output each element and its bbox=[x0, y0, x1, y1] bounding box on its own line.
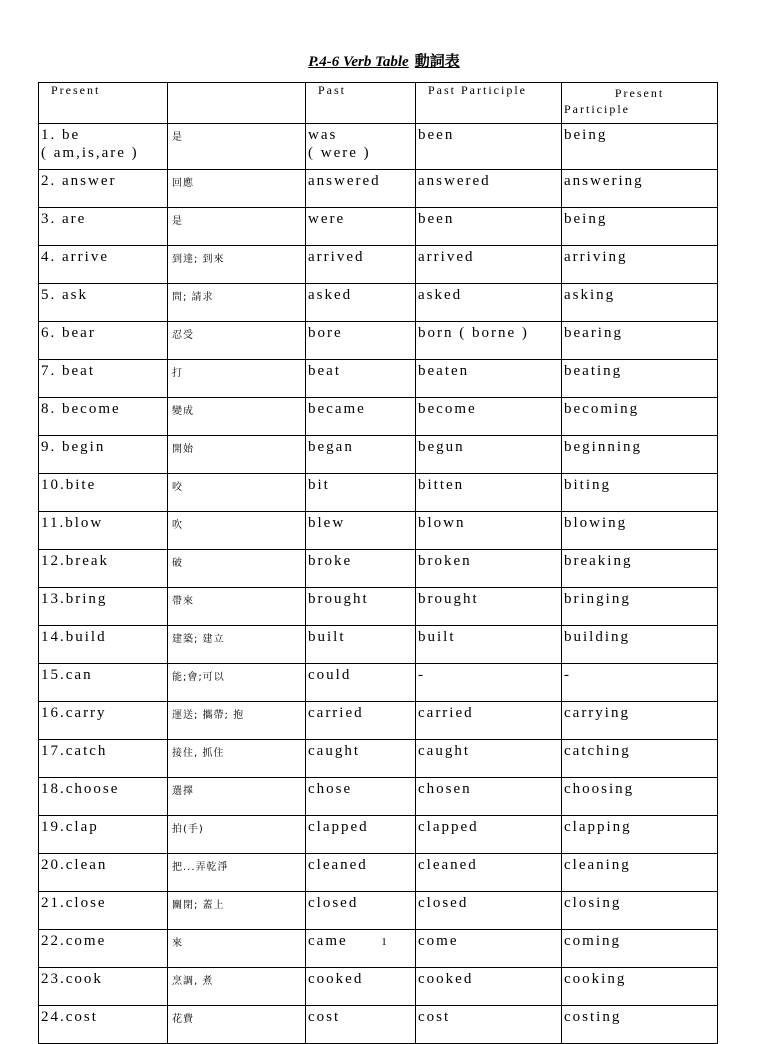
page-title bbox=[0, 50, 768, 71]
cell-past-participle: built bbox=[416, 626, 562, 664]
cell-past: bit bbox=[306, 474, 416, 512]
cell-present-participle: becoming bbox=[562, 398, 718, 436]
cell-present: 8. become bbox=[39, 398, 168, 436]
cell-past: clapped bbox=[306, 816, 416, 854]
cell-past-participle: carried bbox=[416, 702, 562, 740]
cell-meaning: 到達; 到來 bbox=[168, 246, 306, 284]
cell-past: bore bbox=[306, 322, 416, 360]
cell-meaning: 問; 請求 bbox=[168, 284, 306, 322]
header-row bbox=[39, 83, 718, 124]
cell-present: 11.blow bbox=[39, 512, 168, 550]
cell-meaning: 來 bbox=[168, 930, 306, 968]
cell-present: 2. answer bbox=[39, 170, 168, 208]
cell-past: blew bbox=[306, 512, 416, 550]
cell-present: 14.build bbox=[39, 626, 168, 664]
cell-meaning: 變成 bbox=[168, 398, 306, 436]
cell-present-participle: bearing bbox=[562, 322, 718, 360]
cell-present-participle: closing bbox=[562, 892, 718, 930]
table-row bbox=[39, 892, 718, 930]
cell-present: 9. begin bbox=[39, 436, 168, 474]
cell-meaning: 把...弄乾淨 bbox=[168, 854, 306, 892]
cell-past-participle: blown bbox=[416, 512, 562, 550]
cell-present: 16.carry bbox=[39, 702, 168, 740]
cell-meaning: 是 bbox=[168, 208, 306, 246]
cell-past-participle: clapped bbox=[416, 816, 562, 854]
cell-present: 21.close bbox=[39, 892, 168, 930]
cell-past-participle: brought bbox=[416, 588, 562, 626]
cell-past-participle: beaten bbox=[416, 360, 562, 398]
cell-present-participle: catching bbox=[562, 740, 718, 778]
cell-past: were bbox=[306, 208, 416, 246]
cell-meaning: 吹 bbox=[168, 512, 306, 550]
cell-present: 6. bear bbox=[39, 322, 168, 360]
cell-past: chose bbox=[306, 778, 416, 816]
header-meaning bbox=[168, 83, 306, 124]
cell-present-participle: answering bbox=[562, 170, 718, 208]
cell-past-participle: answered bbox=[416, 170, 562, 208]
table-row bbox=[39, 588, 718, 626]
present-sub-text: ( am,is,are ) bbox=[41, 145, 139, 161]
cell-meaning: 打 bbox=[168, 360, 306, 398]
cell-present: 3. are bbox=[39, 208, 168, 246]
cell-past-participle: begun bbox=[416, 436, 562, 474]
cell-past-participle: become bbox=[416, 398, 562, 436]
cell-present: 7. beat bbox=[39, 360, 168, 398]
header-past: Past bbox=[306, 83, 416, 124]
table-row bbox=[39, 124, 718, 170]
cell-meaning: 帶來 bbox=[168, 588, 306, 626]
cell-meaning: 運送; 攜帶; 抱 bbox=[168, 702, 306, 740]
cell-present: 10.bite bbox=[39, 474, 168, 512]
cell-present-participle: building bbox=[562, 626, 718, 664]
table-row bbox=[39, 816, 718, 854]
table-row bbox=[39, 550, 718, 588]
header-present: Present bbox=[39, 83, 168, 124]
cell-present-participle: being bbox=[562, 124, 718, 170]
verb-table-body bbox=[39, 124, 718, 1044]
table-row bbox=[39, 626, 718, 664]
table-row bbox=[39, 436, 718, 474]
cell-past-participle: closed bbox=[416, 892, 562, 930]
table-row bbox=[39, 664, 718, 702]
past-text: was bbox=[308, 127, 338, 143]
cell-present: 18.choose bbox=[39, 778, 168, 816]
cell-meaning: 忍受 bbox=[168, 322, 306, 360]
cell-past-participle: - bbox=[416, 664, 562, 702]
cell-present: 4. arrive bbox=[39, 246, 168, 284]
cell-present-participle: blowing bbox=[562, 512, 718, 550]
cell-present-participle: - bbox=[562, 664, 718, 702]
page-number: 1 bbox=[381, 936, 387, 948]
cell-present-participle: clapping bbox=[562, 816, 718, 854]
table-row bbox=[39, 854, 718, 892]
table-row bbox=[39, 740, 718, 778]
cell-past: brought bbox=[306, 588, 416, 626]
cell-meaning: 破 bbox=[168, 550, 306, 588]
cell-present-participle: choosing bbox=[562, 778, 718, 816]
cell-past-participle: caught bbox=[416, 740, 562, 778]
cell-past: cleaned bbox=[306, 854, 416, 892]
cell-present: 5. ask bbox=[39, 284, 168, 322]
table-row bbox=[39, 474, 718, 512]
cell-past: built bbox=[306, 626, 416, 664]
cell-past: answered bbox=[306, 170, 416, 208]
cell-present: 19.clap bbox=[39, 816, 168, 854]
cell-present: 24.cost bbox=[39, 1006, 168, 1044]
header-past-participle: Past Participle bbox=[416, 83, 562, 124]
cell-past: closed bbox=[306, 892, 416, 930]
cell-past-participle: broken bbox=[416, 550, 562, 588]
cell-past: began bbox=[306, 436, 416, 474]
cell-past-participle: arrived bbox=[416, 246, 562, 284]
cell-past: broke bbox=[306, 550, 416, 588]
cell-present: 17.catch bbox=[39, 740, 168, 778]
table-row bbox=[39, 512, 718, 550]
cell-meaning: 是 bbox=[168, 124, 306, 170]
cell-present-participle: bringing bbox=[562, 588, 718, 626]
cell-meaning: 選擇 bbox=[168, 778, 306, 816]
cell-past: cost bbox=[306, 1006, 416, 1044]
cell-past: could bbox=[306, 664, 416, 702]
cell-past-participle: been bbox=[416, 124, 562, 170]
cell-present: 12.break bbox=[39, 550, 168, 588]
cell-present-participle: biting bbox=[562, 474, 718, 512]
cell-present-participle: being bbox=[562, 208, 718, 246]
cell-meaning: 接住, 抓住 bbox=[168, 740, 306, 778]
cell-meaning: 回應 bbox=[168, 170, 306, 208]
title-cjk: 動詞表 bbox=[414, 52, 460, 70]
cell-past-participle: bitten bbox=[416, 474, 562, 512]
cell-present bbox=[39, 124, 168, 170]
cell-present: 22.come bbox=[39, 930, 168, 968]
cell-past: asked bbox=[306, 284, 416, 322]
cell-past: came bbox=[306, 930, 416, 968]
cell-present-participle: cooking bbox=[562, 968, 718, 1006]
cell-past-participle: cost bbox=[416, 1006, 562, 1044]
table-row bbox=[39, 360, 718, 398]
cell-meaning: 開始 bbox=[168, 436, 306, 474]
cell-meaning: 建築; 建立 bbox=[168, 626, 306, 664]
cell-past: cooked bbox=[306, 968, 416, 1006]
cell-past: arrived bbox=[306, 246, 416, 284]
cell-present-participle: asking bbox=[562, 284, 718, 322]
cell-past: carried bbox=[306, 702, 416, 740]
cell-meaning: 咬 bbox=[168, 474, 306, 512]
title-text: P.4-6 Verb Table bbox=[308, 54, 409, 70]
cell-meaning: 拍(手) bbox=[168, 816, 306, 854]
cell-past-participle: cleaned bbox=[416, 854, 562, 892]
cell-present: 13.bring bbox=[39, 588, 168, 626]
cell-past-participle: come bbox=[416, 930, 562, 968]
present-text: 1. be bbox=[41, 127, 81, 143]
cell-meaning: 能;會;可以 bbox=[168, 664, 306, 702]
table-row bbox=[39, 170, 718, 208]
table-row bbox=[39, 398, 718, 436]
cell-present-participle: breaking bbox=[562, 550, 718, 588]
header-present-participle bbox=[562, 83, 718, 124]
cell-present: 23.cook bbox=[39, 968, 168, 1006]
table-row bbox=[39, 778, 718, 816]
header-present-participle-line2: Participle bbox=[564, 102, 630, 116]
cell-present: 15.can bbox=[39, 664, 168, 702]
table-row bbox=[39, 208, 718, 246]
cell-past: caught bbox=[306, 740, 416, 778]
cell-present-participle: cleaning bbox=[562, 854, 718, 892]
cell-past-participle: asked bbox=[416, 284, 562, 322]
cell-meaning: 烹調, 煮 bbox=[168, 968, 306, 1006]
cell-present-participle: arriving bbox=[562, 246, 718, 284]
cell-past: beat bbox=[306, 360, 416, 398]
cell-past bbox=[306, 124, 416, 170]
header-present-participle-line1: Present bbox=[614, 86, 665, 100]
past-sub-text: ( were ) bbox=[308, 145, 371, 161]
cell-present-participle: costing bbox=[562, 1006, 718, 1044]
table-row bbox=[39, 246, 718, 284]
table-row bbox=[39, 284, 718, 322]
cell-past-participle: cooked bbox=[416, 968, 562, 1006]
cell-present-participle: beating bbox=[562, 360, 718, 398]
cell-meaning: 關閉; 蓋上 bbox=[168, 892, 306, 930]
cell-present-participle: beginning bbox=[562, 436, 718, 474]
cell-past-participle: born ( borne ) bbox=[416, 322, 562, 360]
cell-past: became bbox=[306, 398, 416, 436]
cell-present-participle: carrying bbox=[562, 702, 718, 740]
table-row bbox=[39, 702, 718, 740]
cell-past-participle: chosen bbox=[416, 778, 562, 816]
verb-table bbox=[38, 82, 718, 1044]
cell-past-participle: been bbox=[416, 208, 562, 246]
table-row bbox=[39, 1006, 718, 1044]
cell-meaning: 花費 bbox=[168, 1006, 306, 1044]
cell-present-participle: coming bbox=[562, 930, 718, 968]
cell-present: 20.clean bbox=[39, 854, 168, 892]
table-row bbox=[39, 968, 718, 1006]
table-row bbox=[39, 322, 718, 360]
